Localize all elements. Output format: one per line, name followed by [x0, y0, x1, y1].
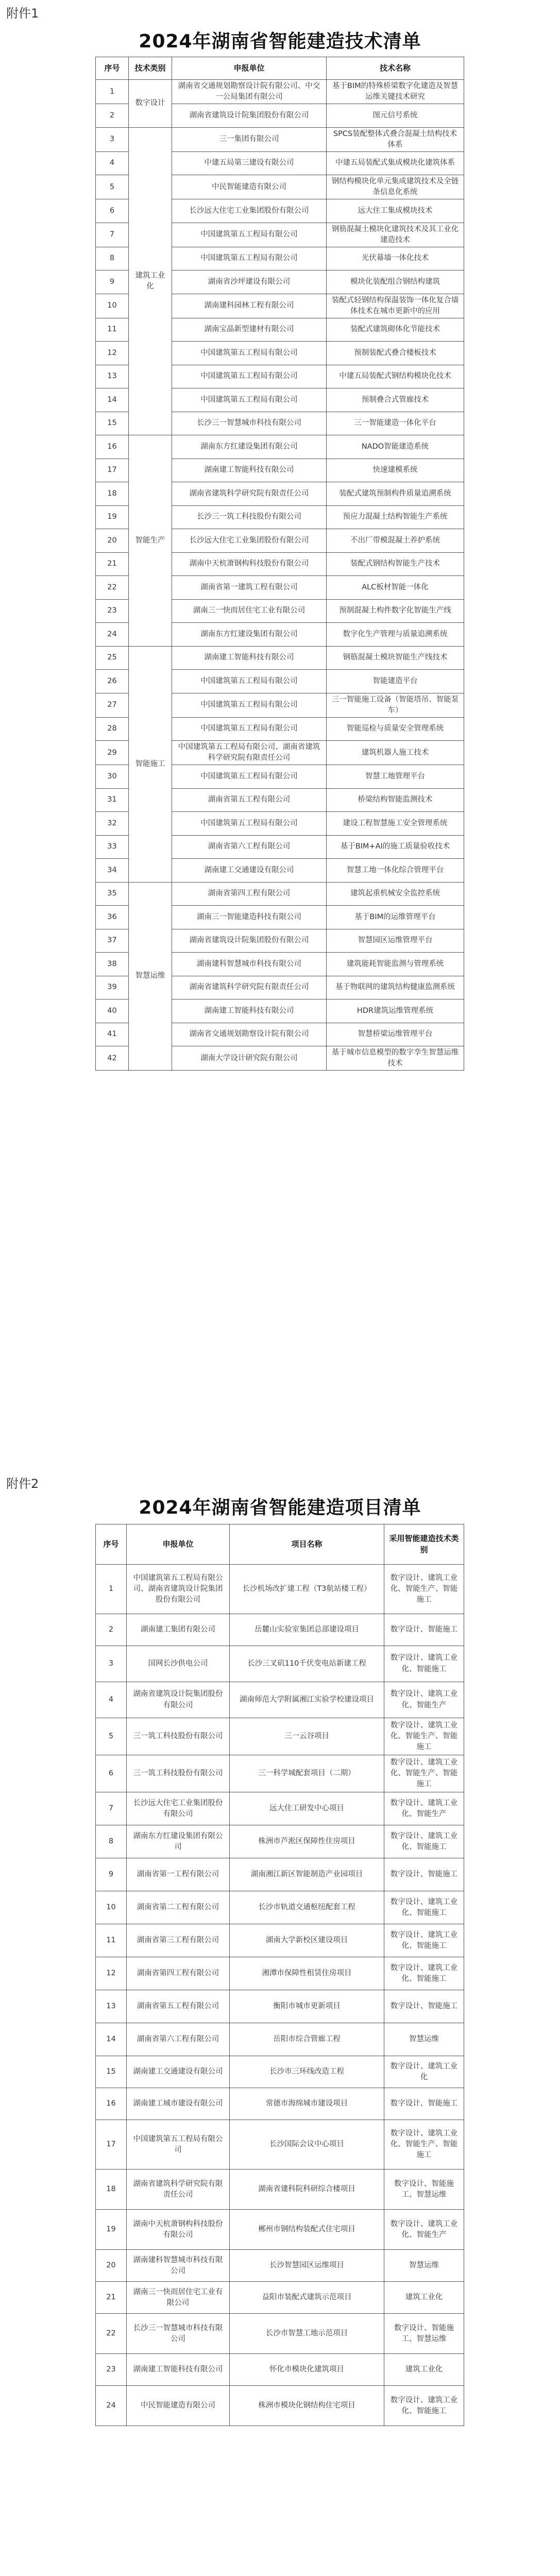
- row-no: 23: [96, 2354, 127, 2386]
- row-no: 22: [96, 576, 129, 600]
- row-no: 13: [96, 365, 129, 388]
- category-cell: 建筑工业化: [384, 2354, 464, 2386]
- table-row: [96, 2250, 464, 2282]
- project-cell: 湖南大学新校区建设项目: [230, 1924, 384, 1957]
- row-no: 35: [96, 882, 129, 906]
- project-cell: 岳阳市综合管廊工程: [230, 2023, 384, 2056]
- row-no: 34: [96, 859, 129, 883]
- unit-cell: 湖南省建筑科学研究院有限责任公司: [172, 976, 327, 999]
- tech-cell: 三一智能施工设备（智能塔吊、智能泵车）: [327, 693, 464, 717]
- tech-list-table: [95, 57, 464, 1071]
- category-cell: 数字设计、建筑工业化、智能生产: [384, 1792, 464, 1825]
- table-row: [96, 2282, 464, 2314]
- row-no: 39: [96, 976, 129, 999]
- unit-cell: 湖南省建筑科学研究院有限责任公司: [172, 482, 327, 506]
- table-row: [96, 1755, 464, 1792]
- row-no: 5: [96, 1718, 127, 1755]
- unit-cell: 湖南三一快而居住宅工业有限公司: [127, 2282, 230, 2314]
- category-cell: 数字设计、建筑工业化、智能施工: [384, 1891, 464, 1924]
- tech-cell: 钢结构模块化单元集成建筑技术及全链条信息化系统: [327, 175, 464, 199]
- row-no: 9: [96, 1858, 127, 1891]
- unit-cell: 湖南宝晶新型建材有限公司: [172, 318, 327, 342]
- row-no: 6: [96, 199, 129, 223]
- category-cell: 智慧运维: [384, 2250, 464, 2282]
- project-cell: 益阳市装配式建筑示范项目: [230, 2282, 384, 2314]
- tech-cell: 不出厂带模混凝土养护系统: [327, 529, 464, 553]
- tech-cell: 装配式建筑砌体化节能技术: [327, 318, 464, 342]
- tech-cell: 基于BIM的特殊桥梁数字化建造及智慧运维关键技术研究: [327, 80, 464, 104]
- attachment-2-label: 附件2: [6, 1477, 39, 1491]
- category-cell: 数字设计、建筑工业化、智能生产、智能施工: [384, 1565, 464, 1614]
- tech-cell: 装配式轻钢结构保温装饰一体化复合墙体技术在城市更新中的应用: [327, 294, 464, 318]
- unit-cell: 湖南三一快而居住宅工业有限公司: [172, 599, 327, 623]
- tech-cell: 装配式建筑预制构件质量追溯系统: [327, 482, 464, 506]
- tech-cell: 智慧工地管理平台: [327, 765, 464, 789]
- row-no: 22: [96, 2314, 127, 2354]
- row-no: 38: [96, 953, 129, 976]
- category-cell: 建筑工业化: [129, 127, 172, 435]
- unit-cell: 湖南三一智能建造科技有限公司: [172, 906, 327, 929]
- tech-cell: 远大住工集成模块技术: [327, 199, 464, 223]
- category-cell: 数字设计、建筑工业化、智能生产、智能施工: [384, 2120, 464, 2170]
- unit-cell: 长沙远大住宅工业集团股份有限公司: [127, 1792, 230, 1825]
- table-row: [96, 127, 464, 151]
- unit-cell: 湖南省第一建筑工程有限公司: [172, 576, 327, 600]
- unit-cell: 中国建筑第五工程局有限公司: [172, 388, 327, 412]
- project-cell: 湖南省建科院科研综合楼项目: [230, 2170, 384, 2210]
- row-no: 10: [96, 1891, 127, 1924]
- tech-cell: 预制叠合式管廊技术: [327, 388, 464, 412]
- row-no: 8: [96, 1825, 127, 1858]
- row-no: 24: [96, 2386, 127, 2426]
- unit-cell: 长沙远大住宅工业集团股份有限公司: [172, 529, 327, 553]
- row-no: 7: [96, 1792, 127, 1825]
- tech-cell: 基于BIM+AI的施工质量验收技术: [327, 835, 464, 859]
- unit-cell: 中国建筑第五工程局有限公司、湖南省建筑设计院集团股份有限公司: [127, 1565, 230, 1614]
- table-row: [96, 882, 464, 906]
- header-category: 采用智能建造技术类别: [384, 1524, 464, 1565]
- row-no: 11: [96, 1924, 127, 1957]
- table-row: [96, 1718, 464, 1755]
- tech-cell: 智慧园区运维管理平台: [327, 929, 464, 953]
- project-cell: 常德市海绵城市建设项目: [230, 2088, 384, 2120]
- tech-cell: 桥梁结构智能监测技术: [327, 788, 464, 812]
- table-row: [96, 2023, 464, 2056]
- header-unit: 申报单位: [127, 1524, 230, 1565]
- tech-cell: 建筑能耗智能监测与管理系统: [327, 953, 464, 976]
- unit-cell: 湖南省第五工程有限公司: [127, 1990, 230, 2023]
- project-cell: 长沙市轨道交通枢纽配套工程: [230, 1891, 384, 1924]
- table-row: [96, 1924, 464, 1957]
- table-row: [96, 1957, 464, 1990]
- unit-cell: 三一筑工科技股份有限公司: [127, 1718, 230, 1755]
- tech-cell: 光伏幕墙一体化技术: [327, 247, 464, 270]
- table-row: [96, 2386, 464, 2426]
- unit-cell: 中国建筑第五工程局有限公司: [172, 342, 327, 365]
- unit-cell: 湖南省沙坪建设有限公司: [172, 270, 327, 294]
- table-header-row: [96, 1524, 464, 1565]
- row-no: 23: [96, 599, 129, 623]
- row-no: 1: [96, 1565, 127, 1614]
- table-row: [96, 1891, 464, 1924]
- unit-cell: 湖南建工交通建设有限公司: [172, 859, 327, 883]
- table-row: [96, 2354, 464, 2386]
- row-no: 10: [96, 294, 129, 318]
- table-row: [96, 1565, 464, 1614]
- tech-cell: 装配式钢结构智能生产技术: [327, 552, 464, 576]
- unit-cell: 湖南建科园林工程有限公司: [172, 294, 327, 318]
- unit-cell: 湖南建工智能科技有限公司: [172, 459, 327, 482]
- tech-cell: 图元信号系统: [327, 104, 464, 128]
- header-category: 技术类别: [129, 57, 172, 80]
- project-cell: 株洲市模块化钢结构住宅项目: [230, 2386, 384, 2426]
- unit-cell: 中国建筑第五工程局有限公司: [172, 365, 327, 388]
- unit-cell: 国网长沙供电公司: [127, 1646, 230, 1682]
- category-cell: 数字设计、建筑工业化: [384, 2056, 464, 2088]
- project-list-table: [95, 1524, 464, 2426]
- row-no: 15: [96, 412, 129, 435]
- unit-cell: 湖南省第五工程有限公司: [172, 788, 327, 812]
- category-cell: 数字设计、智能施工、智慧运维: [384, 2314, 464, 2354]
- tech-cell: 预应力混凝土结构智能生产系统: [327, 505, 464, 529]
- project-cell: 长沙国际会议中心项目: [230, 2120, 384, 2170]
- row-no: 3: [96, 127, 129, 151]
- tech-list-title: 2024年湖南省智能建造技术清单: [139, 31, 421, 52]
- row-no: 20: [96, 2250, 127, 2282]
- tech-cell: 钢筋混凝土模块化建筑技术及其工业化建造技术: [327, 223, 464, 247]
- category-cell: 数字设计、建筑工业化、智能施工: [384, 1924, 464, 1957]
- table-row: [96, 1858, 464, 1891]
- row-no: 14: [96, 2023, 127, 2056]
- tech-cell: 数字化生产管理与质量追溯系统: [327, 623, 464, 647]
- category-cell: 数字设计、智能施工、智慧运维: [384, 2170, 464, 2210]
- project-cell: 三一云谷项目: [230, 1718, 384, 1755]
- project-cell: 湘潭市保障性租赁住房项目: [230, 1957, 384, 1990]
- unit-cell: 三一集团有限公司: [172, 127, 327, 151]
- row-no: 21: [96, 2282, 127, 2314]
- unit-cell: 湖南省第四工程有限公司: [172, 882, 327, 906]
- unit-cell: 三一筑工科技股份有限公司: [127, 1755, 230, 1792]
- row-no: 16: [96, 2088, 127, 2120]
- row-no: 31: [96, 788, 129, 812]
- header-no: 序号: [96, 57, 129, 80]
- project-cell: 长沙机场改扩建工程（T3航站楼工程）: [230, 1565, 384, 1614]
- header-no: 序号: [96, 1524, 127, 1565]
- unit-cell: 湖南建工城市建设有限公司: [127, 2088, 230, 2120]
- unit-cell: 中民智能建造有限公司: [172, 175, 327, 199]
- row-no: 25: [96, 646, 129, 670]
- unit-cell: 湖南省交通规划勘察设计院有限公司、中交一公局集团有限公司: [172, 80, 327, 104]
- category-cell: 数字设计、智能施工: [384, 1614, 464, 1646]
- row-no: 19: [96, 2210, 127, 2250]
- tech-cell: 智能巡检与质量安全管理系统: [327, 717, 464, 741]
- row-no: 11: [96, 318, 129, 342]
- table-row: [96, 1825, 464, 1858]
- project-cell: 长沙三叉矶110千伏变电站新建工程: [230, 1646, 384, 1682]
- row-no: 27: [96, 693, 129, 717]
- tech-cell: 预制装配式叠合楼板技术: [327, 342, 464, 365]
- row-no: 1: [96, 80, 129, 104]
- unit-cell: 湖南省建筑设计院集团股份有限公司: [172, 104, 327, 128]
- row-no: 18: [96, 482, 129, 506]
- unit-cell: 长沙三一筑工科技股份有限公司: [172, 505, 327, 529]
- project-list-title: 2024年湖南省智能建造项目清单: [139, 1497, 421, 1518]
- category-cell: 数字设计、智能施工: [384, 1858, 464, 1891]
- tech-cell: 智能建造平台: [327, 670, 464, 693]
- project-cell: 远大住工研发中心项目: [230, 1792, 384, 1825]
- unit-cell: 湖南大学设计研究院有限公司: [172, 1046, 327, 1071]
- project-cell: 株洲市芦淞区保障性住房项目: [230, 1825, 384, 1858]
- project-cell: 长沙市三环线改造工程: [230, 2056, 384, 2088]
- row-no: 42: [96, 1046, 129, 1071]
- category-cell: 数字设计、建筑工业化、智能施工: [384, 2386, 464, 2426]
- category-cell: 数字设计、建筑工业化、智能生产: [384, 1682, 464, 1718]
- row-no: 21: [96, 552, 129, 576]
- unit-cell: 长沙远大住宅工业集团股份有限公司: [172, 199, 327, 223]
- tech-cell: 基于城市信息模型的数字孪生智慧运维技术: [327, 1046, 464, 1071]
- header-project: 项目名称: [230, 1524, 384, 1565]
- row-no: 41: [96, 1023, 129, 1046]
- row-no: 9: [96, 270, 129, 294]
- unit-cell: 湖南省第二工程有限公司: [127, 1891, 230, 1924]
- tech-cell: 钢筋混凝土模块智能生产线技术: [327, 646, 464, 670]
- tech-cell: NADO智能建造系统: [327, 435, 464, 459]
- row-no: 33: [96, 835, 129, 859]
- table-header-row: [96, 57, 464, 80]
- row-no: 5: [96, 175, 129, 199]
- unit-cell: 湖南东方红建设集团有限公司: [127, 1825, 230, 1858]
- project-cell: 长沙市智慧工地示范项目: [230, 2314, 384, 2354]
- category-cell: 数字设计、建筑工业化、智能施工: [384, 1825, 464, 1858]
- unit-cell: 中国建筑第五工程局有限公司: [172, 223, 327, 247]
- row-no: 20: [96, 529, 129, 553]
- header-unit: 申报单位: [172, 57, 327, 80]
- unit-cell: 湖南省第六工程有限公司: [127, 2023, 230, 2056]
- tech-cell: 智慧工地一体化综合管理平台: [327, 859, 464, 883]
- project-cell: 衡阳市城市更新项目: [230, 1990, 384, 2023]
- category-cell: 数字设计、建筑工业化、智能生产、智能施工: [384, 1718, 464, 1755]
- unit-cell: 中国建筑第五工程局有限公司: [172, 670, 327, 693]
- category-cell: 数字设计、建筑工业化、智能生产、智能施工: [384, 1755, 464, 1792]
- row-no: 19: [96, 505, 129, 529]
- unit-cell: 中国建筑第五工程局有限公司: [172, 693, 327, 717]
- unit-cell: 中国建筑第五工程局有限公司: [127, 2120, 230, 2170]
- tech-cell: 智慧桥梁运维管理平台: [327, 1023, 464, 1046]
- row-no: 2: [96, 1614, 127, 1646]
- table-row: [96, 2120, 464, 2170]
- row-no: 12: [96, 342, 129, 365]
- unit-cell: 中建五局第三建设有限公司: [172, 151, 327, 175]
- unit-cell: 湖南建工智能科技有限公司: [127, 2354, 230, 2386]
- unit-cell: 湖南省建筑设计院集团股份有限公司: [127, 1682, 230, 1718]
- row-no: 7: [96, 223, 129, 247]
- unit-cell: 湖南省第六工程有限公司: [172, 835, 327, 859]
- tech-cell: 中建五局装配式钢结构模块化技术: [327, 365, 464, 388]
- unit-cell: 中国建筑第五工程局有限公司: [172, 812, 327, 836]
- tech-cell: SPCS装配整体式叠合混凝土结构技术体系: [327, 127, 464, 151]
- table-row: [96, 1990, 464, 2023]
- unit-cell: 长沙三一智慧城市科技有限公司: [127, 2314, 230, 2354]
- row-no: 37: [96, 929, 129, 953]
- row-no: 30: [96, 765, 129, 789]
- unit-cell: 湖南东方红建设集团有限公司: [172, 435, 327, 459]
- unit-cell: 中国建筑第五工程局有限公司、湖南省建筑科学研究院有限责任公司: [172, 741, 327, 765]
- row-no: 32: [96, 812, 129, 836]
- row-no: 3: [96, 1646, 127, 1682]
- tech-cell: 三一智能建造一体化平台: [327, 412, 464, 435]
- table-row: [96, 2088, 464, 2120]
- unit-cell: 湖南建工集团有限公司: [127, 1614, 230, 1646]
- project-cell: 长沙智慧园区运维项目: [230, 2250, 384, 2282]
- table-row: [96, 1682, 464, 1718]
- row-no: 36: [96, 906, 129, 929]
- row-no: 13: [96, 1990, 127, 2023]
- table-row: [96, 1792, 464, 1825]
- project-cell: 岳麓山实验室集团总部建设项目: [230, 1614, 384, 1646]
- tech-cell: 建设工程智慧施工安全管理系统: [327, 812, 464, 836]
- tech-cell: 预制混凝土构件数字化智能生产线: [327, 599, 464, 623]
- unit-cell: 中国建筑第五工程局有限公司: [172, 765, 327, 789]
- project-cell: 郴州市钢结构装配式住宅项目: [230, 2210, 384, 2250]
- project-cell: 三一科学城配套项目（二期）: [230, 1755, 384, 1792]
- tech-cell: 建筑起重机械安全监控系统: [327, 882, 464, 906]
- attachment-1-label: 附件1: [6, 6, 39, 21]
- table-row: [96, 2210, 464, 2250]
- table-row: [96, 2056, 464, 2088]
- category-cell: 数字设计、建筑工业化、智能生产: [384, 2210, 464, 2250]
- unit-cell: 湖南省第一工程有限公司: [127, 1858, 230, 1891]
- category-cell: 智慧运维: [384, 2023, 464, 2056]
- row-no: 28: [96, 717, 129, 741]
- table-row: [96, 435, 464, 459]
- tech-cell: ALC板材智能一体化: [327, 576, 464, 600]
- row-no: 26: [96, 670, 129, 693]
- header-tech: 技术名称: [327, 57, 464, 80]
- row-no: 17: [96, 2120, 127, 2170]
- unit-cell: 湖南中天杭萧钢构科技股份有限公司: [172, 552, 327, 576]
- tech-cell: 中建五局装配式集成模块化建筑体系: [327, 151, 464, 175]
- category-cell: 数字设计: [129, 80, 172, 128]
- unit-cell: 湖南中天杭萧钢构科技股份有限公司: [127, 2210, 230, 2250]
- row-no: 4: [96, 1682, 127, 1718]
- unit-cell: 中国建筑第五工程局有限公司: [172, 247, 327, 270]
- category-cell: 数字设计、智能施工: [384, 2088, 464, 2120]
- table-row: [96, 1646, 464, 1682]
- row-no: 14: [96, 388, 129, 412]
- unit-cell: 湖南建科智慧城市科技有限公司: [172, 953, 327, 976]
- row-no: 29: [96, 741, 129, 765]
- tech-cell: 快速建模系统: [327, 459, 464, 482]
- category-cell: 数字设计、建筑工业化、智能施工: [384, 1957, 464, 1990]
- category-cell: 数字设计、智能施工: [384, 1990, 464, 2023]
- unit-cell: 湖南建工交通建设有限公司: [127, 2056, 230, 2088]
- category-cell: 数字设计、建筑工业化、智能施工: [384, 1646, 464, 1682]
- table-row: [96, 2170, 464, 2210]
- unit-cell: 湖南省建筑科学研究院有限责任公司: [127, 2170, 230, 2210]
- tech-cell: HDR建筑运维管理系统: [327, 999, 464, 1023]
- category-cell: 智慧运维: [129, 882, 172, 1071]
- project-cell: 湖南湘江新区智能制造产业园项目: [230, 1858, 384, 1891]
- row-no: 6: [96, 1755, 127, 1792]
- unit-cell: 湖南东方红建设集团有限公司: [172, 623, 327, 647]
- table-row: [96, 1614, 464, 1646]
- project-cell: 湖南师范大学附属湘江实验学校建设项目: [230, 1682, 384, 1718]
- row-no: 8: [96, 247, 129, 270]
- row-no: 16: [96, 435, 129, 459]
- row-no: 12: [96, 1957, 127, 1990]
- unit-cell: 湖南省第四工程有限公司: [127, 1957, 230, 1990]
- row-no: 15: [96, 2056, 127, 2088]
- tech-cell: 基于BIM的运维管理平台: [327, 906, 464, 929]
- unit-cell: 中国建筑第五工程局有限公司: [172, 717, 327, 741]
- table-row: [96, 80, 464, 104]
- row-no: 24: [96, 623, 129, 647]
- unit-cell: 湖南省交通规划勘察设计院有限公司: [172, 1023, 327, 1046]
- unit-cell: 长沙三一智慧城市科技有限公司: [172, 412, 327, 435]
- row-no: 17: [96, 459, 129, 482]
- row-no: 4: [96, 151, 129, 175]
- category-cell: 建筑工业化: [384, 2282, 464, 2314]
- tech-cell: 模块化装配组合钢结构建筑: [327, 270, 464, 294]
- project-cell: 怀化市模块化建筑项目: [230, 2354, 384, 2386]
- category-cell: 智能生产: [129, 435, 172, 647]
- unit-cell: 湖南省建筑设计院集团股份有限公司: [172, 929, 327, 953]
- tech-cell: 基于物联网的建筑结构健康监测系统: [327, 976, 464, 999]
- unit-cell: 湖南建科智慧城市科技有限公司: [127, 2250, 230, 2282]
- unit-cell: 湖南建工智能科技有限公司: [172, 999, 327, 1023]
- table-row: [96, 2314, 464, 2354]
- row-no: 18: [96, 2170, 127, 2210]
- tech-cell: 建筑机器人施工技术: [327, 741, 464, 765]
- category-cell: 智能施工: [129, 646, 172, 882]
- unit-cell: 湖南建工智能科技有限公司: [172, 646, 327, 670]
- row-no: 40: [96, 999, 129, 1023]
- row-no: 2: [96, 104, 129, 128]
- table-row: [96, 646, 464, 670]
- unit-cell: 中民智能建造有限公司: [127, 2386, 230, 2426]
- unit-cell: 湖南省第三工程有限公司: [127, 1924, 230, 1957]
